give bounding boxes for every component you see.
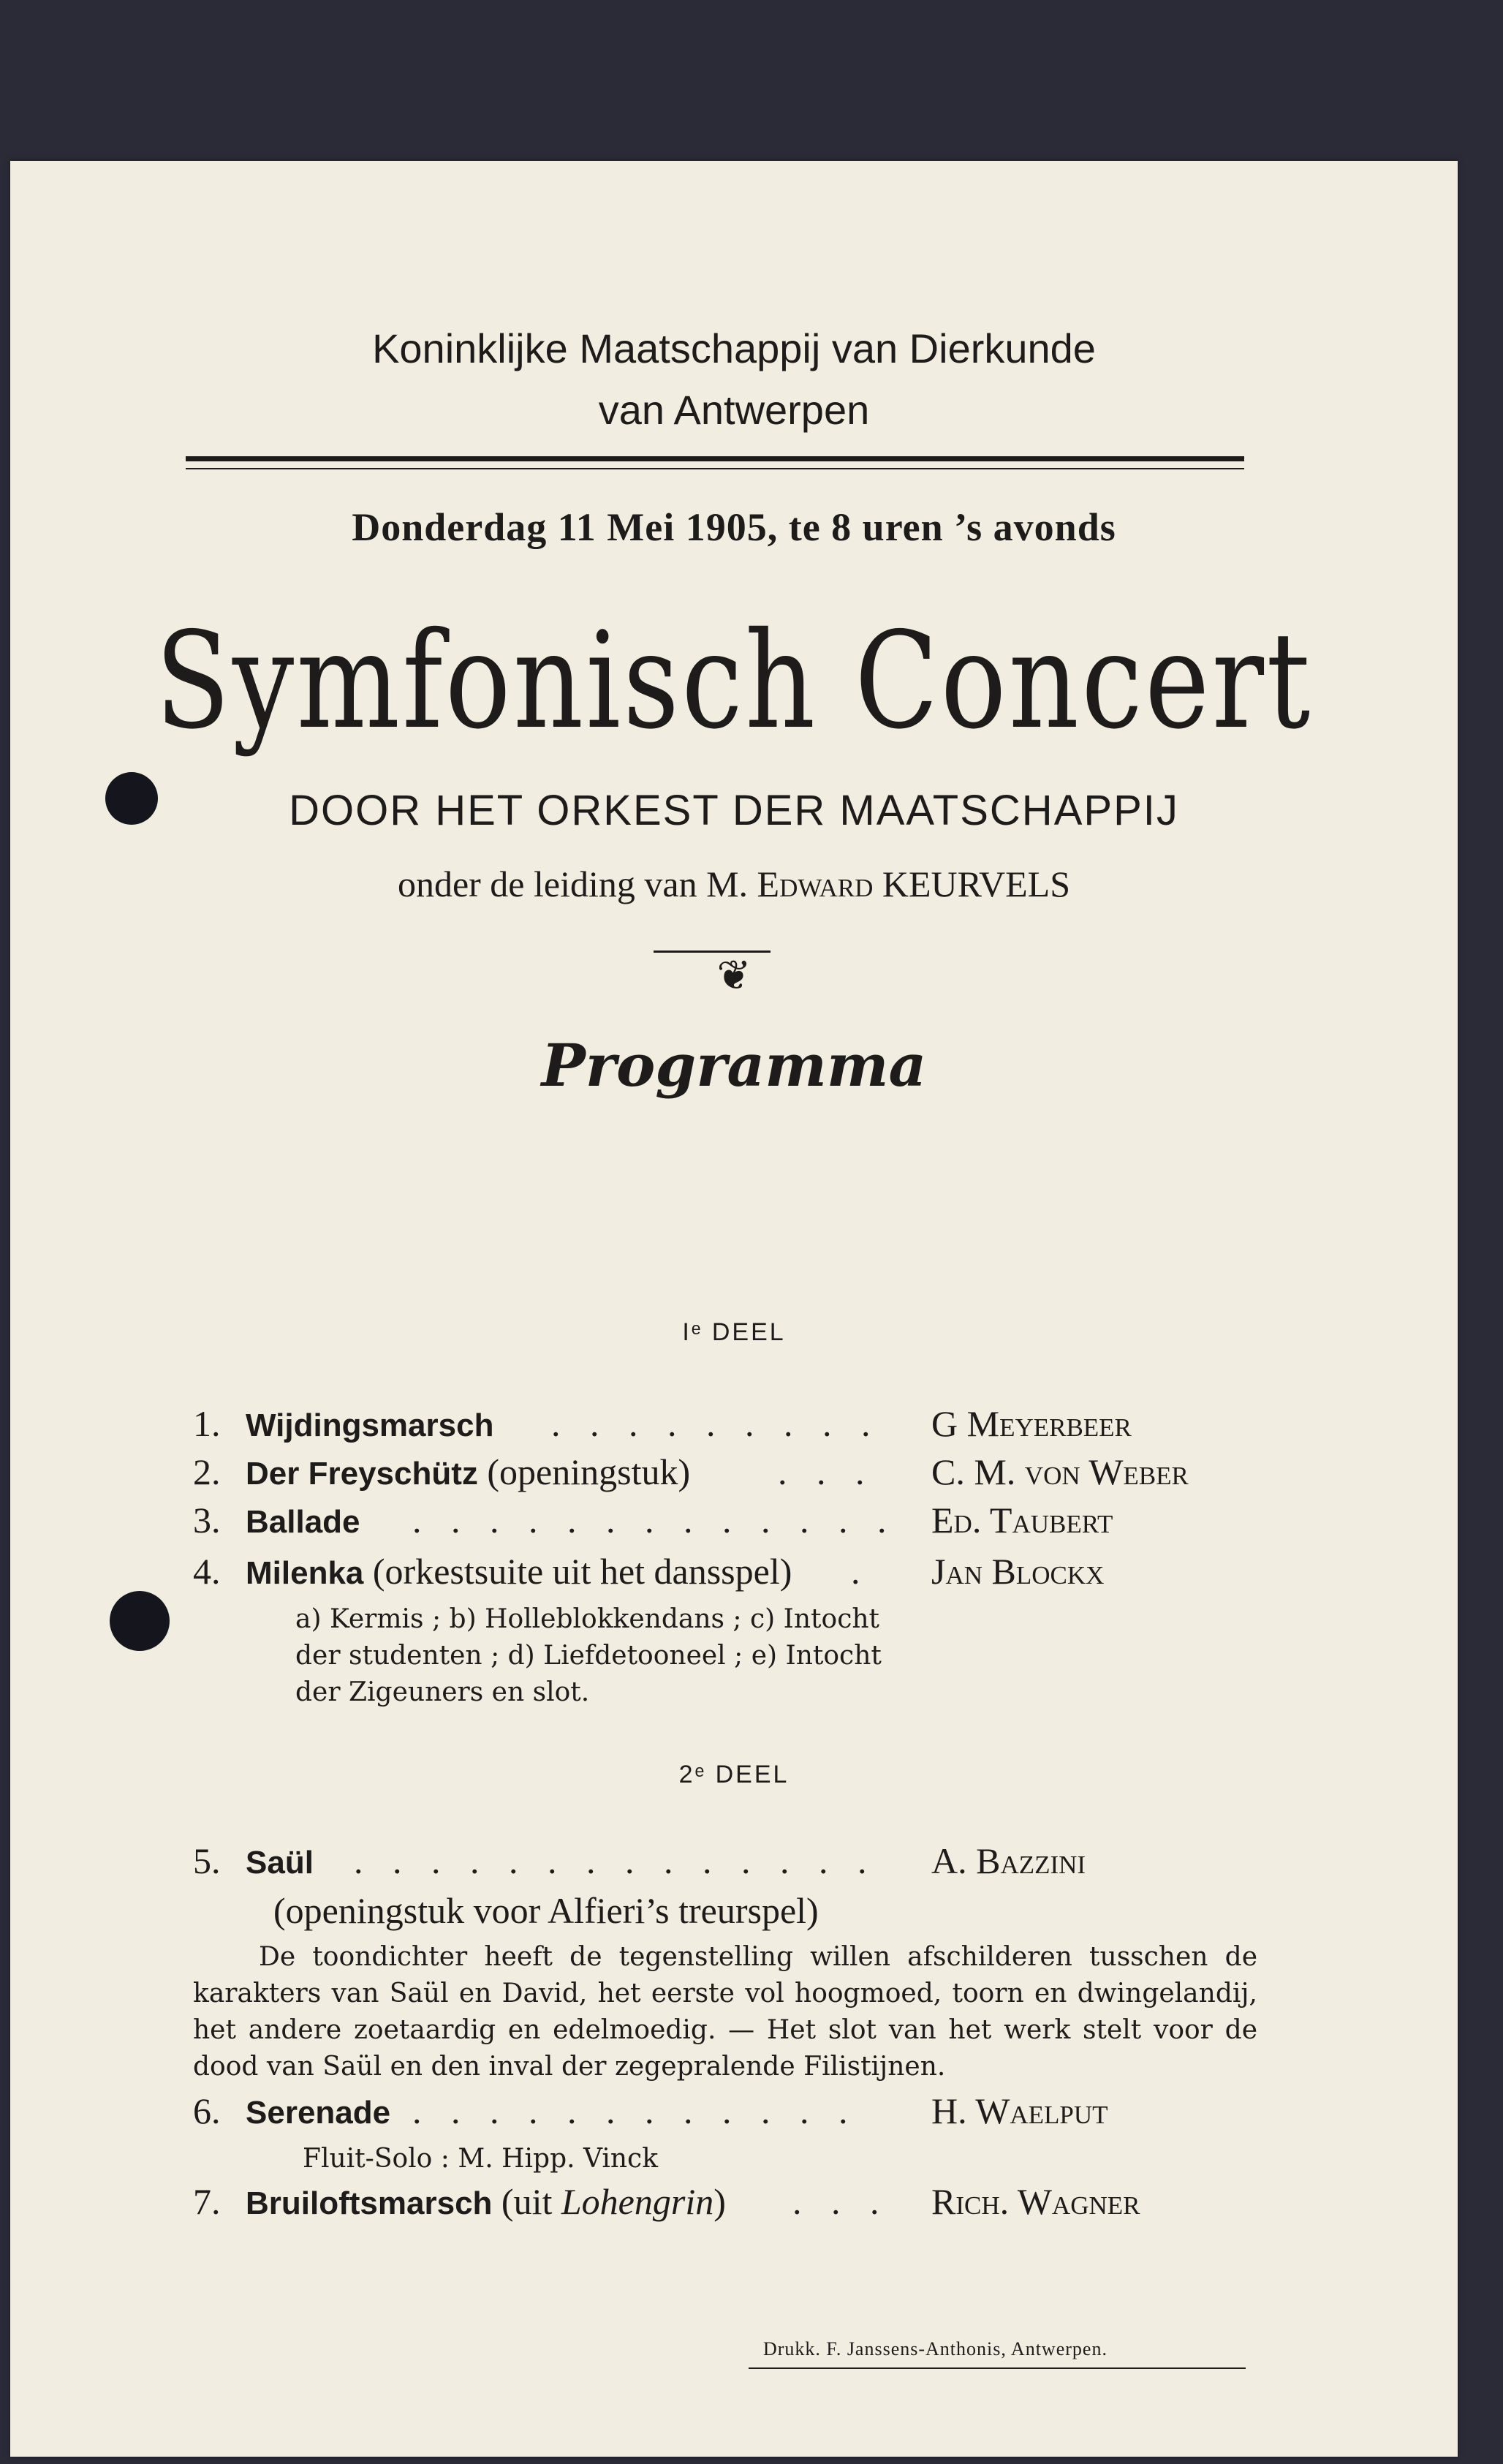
item-extra-italic: Lohengrin [561,2181,714,2222]
item-5-subtitle [273,1889,1355,1940]
item-number: 5. [193,1840,221,1881]
item-dots: . [851,1551,871,1592]
program-sheet [10,161,1458,2457]
item-composer: H. Waelput [931,2090,1108,2131]
program-item-1 [193,1402,1275,1454]
item-dots: . . . . . . . . . [551,1403,881,1444]
society-line-2: van Antwerpen [598,387,870,433]
program-item-7 [193,2180,1275,2231]
item-dots: . . . [778,1451,875,1492]
item-5-note: De toondichter heeft de tegenstelling willen afschilderen tusschen de karakters van Saül en David, het eerste vol hoogmoed, toorn en dwingelandij, het andere zoetaardig en edelmoedig. — Het slot van het werk stelt voor de dood van Saül en den inval der zegepralende Filistijnen. [193,1942,1257,2082]
program-item-3 [193,1499,1275,1550]
item-number: 1. [193,1403,221,1444]
item-extra-pre: (uit [492,2181,561,2222]
item-composer: Ed. Taubert [931,1500,1113,1541]
conductor-line [10,863,1458,905]
item-composer: Jan Blockx [931,1551,1105,1592]
item-title: Der Freyschütz [246,1456,478,1492]
ornament-icon: ❦ [716,953,752,999]
item-title: Bruiloftsmarsch [246,2185,493,2221]
item-dots: . . . . . . . . . . . . . [412,1500,897,1541]
item-number: 3. [193,1500,221,1541]
concert-title: Symfonisch Concert [155,603,1313,758]
item-title: Milenka [246,1555,364,1591]
program-item-4 [193,1550,1275,1601]
orchestra-line: DOOR HET ORKEST DER MAATSCHAPPIJ [289,787,1179,834]
program-item-6 [193,2090,1275,2141]
header-rule-thick [186,456,1244,461]
program-item-5 [193,1840,1275,1891]
item-title: Wijdingsmarsch [246,1407,494,1443]
item-4-movements [295,1601,882,1711]
item-composer: A. Bazzini [931,1840,1086,1881]
part-1-label: Iᵉ DEEL [682,1318,786,1346]
part-2-label: 2ᵉ DEEL [678,1761,790,1788]
movements-line-3: der Zigeuners en slot. [295,1677,590,1707]
item-subtitle: (openingstuk voor Alfieri’s treurspel) [273,1890,819,1931]
conductor-first-name: Edward [757,863,874,904]
conductor-prefix: onder de leiding van M. [397,863,749,904]
society-name [10,318,1458,441]
item-composer: C. M. von Weber [931,1451,1189,1492]
item-6-soloist: Fluit-Solo : M. Hipp. Vinck [303,2144,659,2174]
item-title: Ballade [246,1504,360,1540]
item-dots: . . . [792,2181,890,2222]
item-extra: (openingstuk) [477,1451,691,1492]
concert-date: Donderdag 11 Mei 1905, te 8 uren ’s avonds [352,505,1116,549]
item-number: 2. [193,1451,221,1492]
item-number: 4. [193,1551,221,1592]
programma-heading: Programma [541,1031,927,1100]
item-extra: (orkestsuite uit het dansspel) [363,1551,792,1592]
item-number: 7. [193,2181,221,2222]
item-composer: G Meyerbeer [931,1403,1132,1444]
item-title: Saül [246,1845,314,1881]
printer-rule [749,2367,1246,2369]
item-number: 6. [193,2090,221,2131]
item-dots: . . . . . . . . . . . . [412,2090,858,2131]
item-composer: Rich. Wagner [931,2181,1140,2222]
movements-line-2: der studenten ; d) Liefdetooneel ; e) Intocht [295,1641,882,1671]
society-line-1: Koninklijke Maatschappij van Dierkunde [372,325,1096,371]
conductor-last-name: KEURVELS [882,863,1071,904]
item-dots: . . . . . . . . . . . . . . [354,1840,877,1881]
program-item-2 [193,1451,1275,1502]
item-extra-post: ) [713,2181,726,2222]
movements-line-1: a) Kermis ; b) Holleblokkendans ; c) Intocht [295,1604,880,1634]
item-title: Serenade [246,2095,391,2131]
printer-credit: Drukk. F. Janssens-Anthonis, Antwerpen. [763,2338,1108,2359]
header-rule-thin [186,468,1244,469]
